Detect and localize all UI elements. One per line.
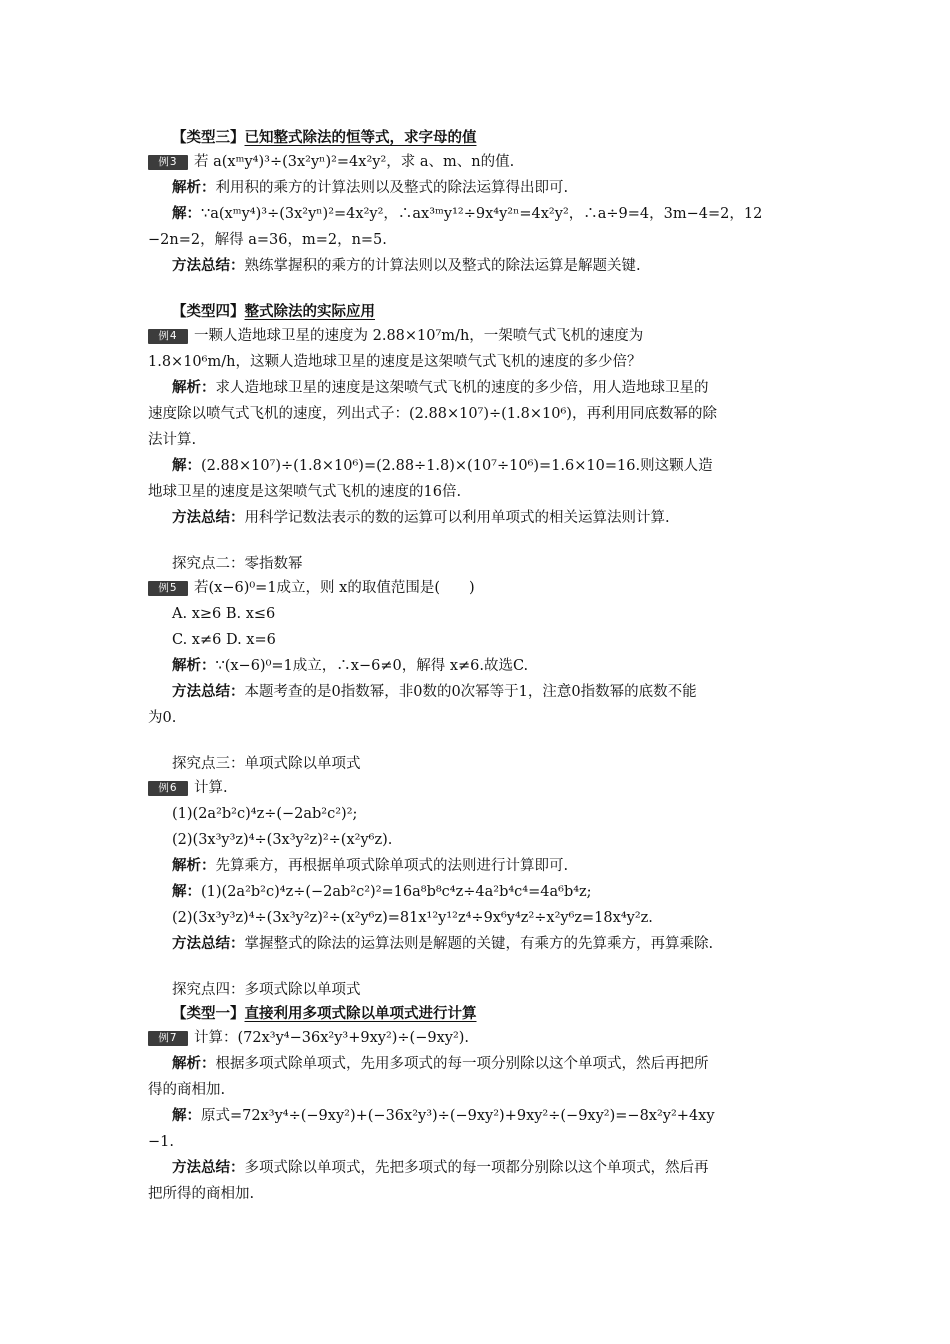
example5-summary-line1: 方法总结：本题考查的是0指数幂，非0数的0次幂等于1，注意0指数幂的底数不能 <box>172 684 697 700</box>
type3-title: 【类型三】已知整式除法的恒等式，求字母的值 <box>172 130 477 146</box>
example6-question-part1: (1)(2a²b²c)⁴z÷(−2ab²c²)²; <box>172 806 358 822</box>
example6-summary: 方法总结：掌握整式的除法的运算法则是解题的关键，有乘方的先算乘方，再算乘除. <box>172 936 714 952</box>
example7-solution-line2: −1. <box>148 1134 174 1150</box>
type1-title: 【类型一】直接利用多项式除以单项式进行计算 <box>172 1006 477 1022</box>
example3-solution-line2: −2n=2，解得 a=36，m=2，n=5. <box>148 232 387 248</box>
example7-summary-line2: 把所得的商相加. <box>148 1186 255 1202</box>
example5-summary-line2: 为0. <box>148 710 177 726</box>
example-badge: 例4 <box>148 329 188 344</box>
example3-solution-line1: 解：∵a(xᵐy⁴)³÷(3x²yⁿ)²=4x²y²，∴ax³ᵐy¹²÷9x⁴y²ⁿ=4x²y²，∴a÷9=4，3m−4=2，12 <box>172 206 763 222</box>
example7-solution-line1: 解：原式=72x³y⁴÷(−9xy²)+(−36x²y³)÷(−9xy²)+9xy²÷(−9xy²)=−8x²y²+4xy <box>172 1108 715 1124</box>
section4-heading: 探究点四：多项式除以单项式 <box>172 982 361 998</box>
example3-analysis: 解析：利用积的乘方的计算法则以及整式的除法运算得出即可. <box>172 180 569 196</box>
type1-title-text: 直接利用多项式除以单项式进行计算 <box>244 1006 477 1022</box>
example7-question: 例7 计算：(72x³y⁴−36x²y³+9xy²)÷(−9xy²). <box>148 1028 798 1048</box>
example5-question: 例5 若(x−6)⁰=1成立，则 x的取值范围是( ) <box>148 578 798 598</box>
example7-analysis-line2: 得的商相加. <box>148 1082 226 1098</box>
example3-question: 例3 若 a(xᵐy⁴)³÷(3x²yⁿ)²=4x²y²，求 a、m、n的值. <box>148 152 798 172</box>
example4-solution-line1: 解：(2.88×10⁷)÷(1.8×10⁶)=(2.88÷1.8)×(10⁷÷10⁶)=1.6×10=16.则这颗人造 <box>172 458 713 474</box>
example6-question: 例6 计算. <box>148 778 798 798</box>
example3-summary: 方法总结：熟练掌握积的乘方的计算法则以及整式的除法运算是解题关键. <box>172 258 641 274</box>
example6-question-part2: (2)(3x³y³z)⁴÷(3x³y²z)²÷(x²y⁶z). <box>172 832 393 848</box>
example7-summary-line1: 方法总结：多项式除以单项式，先把多项式的每一项都分别除以这个单项式，然后再 <box>172 1160 709 1176</box>
example5-options-cd: C. x≠6 D. x=6 <box>172 632 276 648</box>
example4-question-line1: 例4 一颗人造地球卫星的速度为 2.88×10⁷m/h，一架喷气式飞机的速度为 <box>148 326 798 346</box>
type3-title-text: 已知整式除法的恒等式，求字母的值 <box>244 130 477 146</box>
type4-title-text: 整式除法的实际应用 <box>244 304 375 320</box>
example-badge: 例7 <box>148 1031 188 1046</box>
example4-analysis-line1: 解析：求人造地球卫星的速度是这架喷气式飞机的速度的多少倍，用人造地球卫星的 <box>172 380 709 396</box>
example-badge: 例5 <box>148 581 188 596</box>
type4-title: 【类型四】整式除法的实际应用 <box>172 304 375 320</box>
example5-analysis: 解析：∵(x−6)⁰=1成立，∴x−6≠0，解得 x≠6.故选C. <box>172 658 529 674</box>
example5-options-ab: A. x≥6 B. x≤6 <box>172 606 276 622</box>
example6-analysis: 解析：先算乘方，再根据单项式除单项式的法则进行计算即可. <box>172 858 569 874</box>
example4-analysis-line3: 法计算. <box>148 432 197 448</box>
example4-analysis-line2: 速度除以喷气式飞机的速度，列出式子：(2.88×10⁷)÷(1.8×10⁶)，再利用同底数幂的除 <box>148 406 717 422</box>
example4-solution-line2: 地球卫星的速度是这架喷气式飞机的速度的16倍. <box>148 484 462 500</box>
example-badge: 例6 <box>148 781 188 796</box>
example7-analysis-line1: 解析：根据多项式除单项式，先用多项式的每一项分别除以这个单项式，然后再把所 <box>172 1056 709 1072</box>
example-badge: 例3 <box>148 155 188 170</box>
example6-solution-line1: 解：(1)(2a²b²c)⁴z÷(−2ab²c²)²=16a⁸b⁸c⁴z÷4a²b⁴c⁴=4a⁶b⁴z; <box>172 884 592 900</box>
section2-heading: 探究点二：零指数幂 <box>172 556 303 572</box>
example4-summary: 方法总结：用科学记数法表示的数的运算可以利用单项式的相关运算法则计算. <box>172 510 670 526</box>
example4-question-line2: 1.8×10⁶m/h，这颗人造地球卫星的速度是这架喷气式飞机的速度的多少倍？ <box>148 354 642 370</box>
example6-solution-line2: (2)(3x³y³z)⁴÷(3x³y²z)²÷(x²y⁶z)=81x¹²y¹²z⁴÷9x⁶y⁴z²÷x²y⁶z=18x⁴y²z. <box>172 910 653 926</box>
section3-heading: 探究点三：单项式除以单项式 <box>172 756 361 772</box>
